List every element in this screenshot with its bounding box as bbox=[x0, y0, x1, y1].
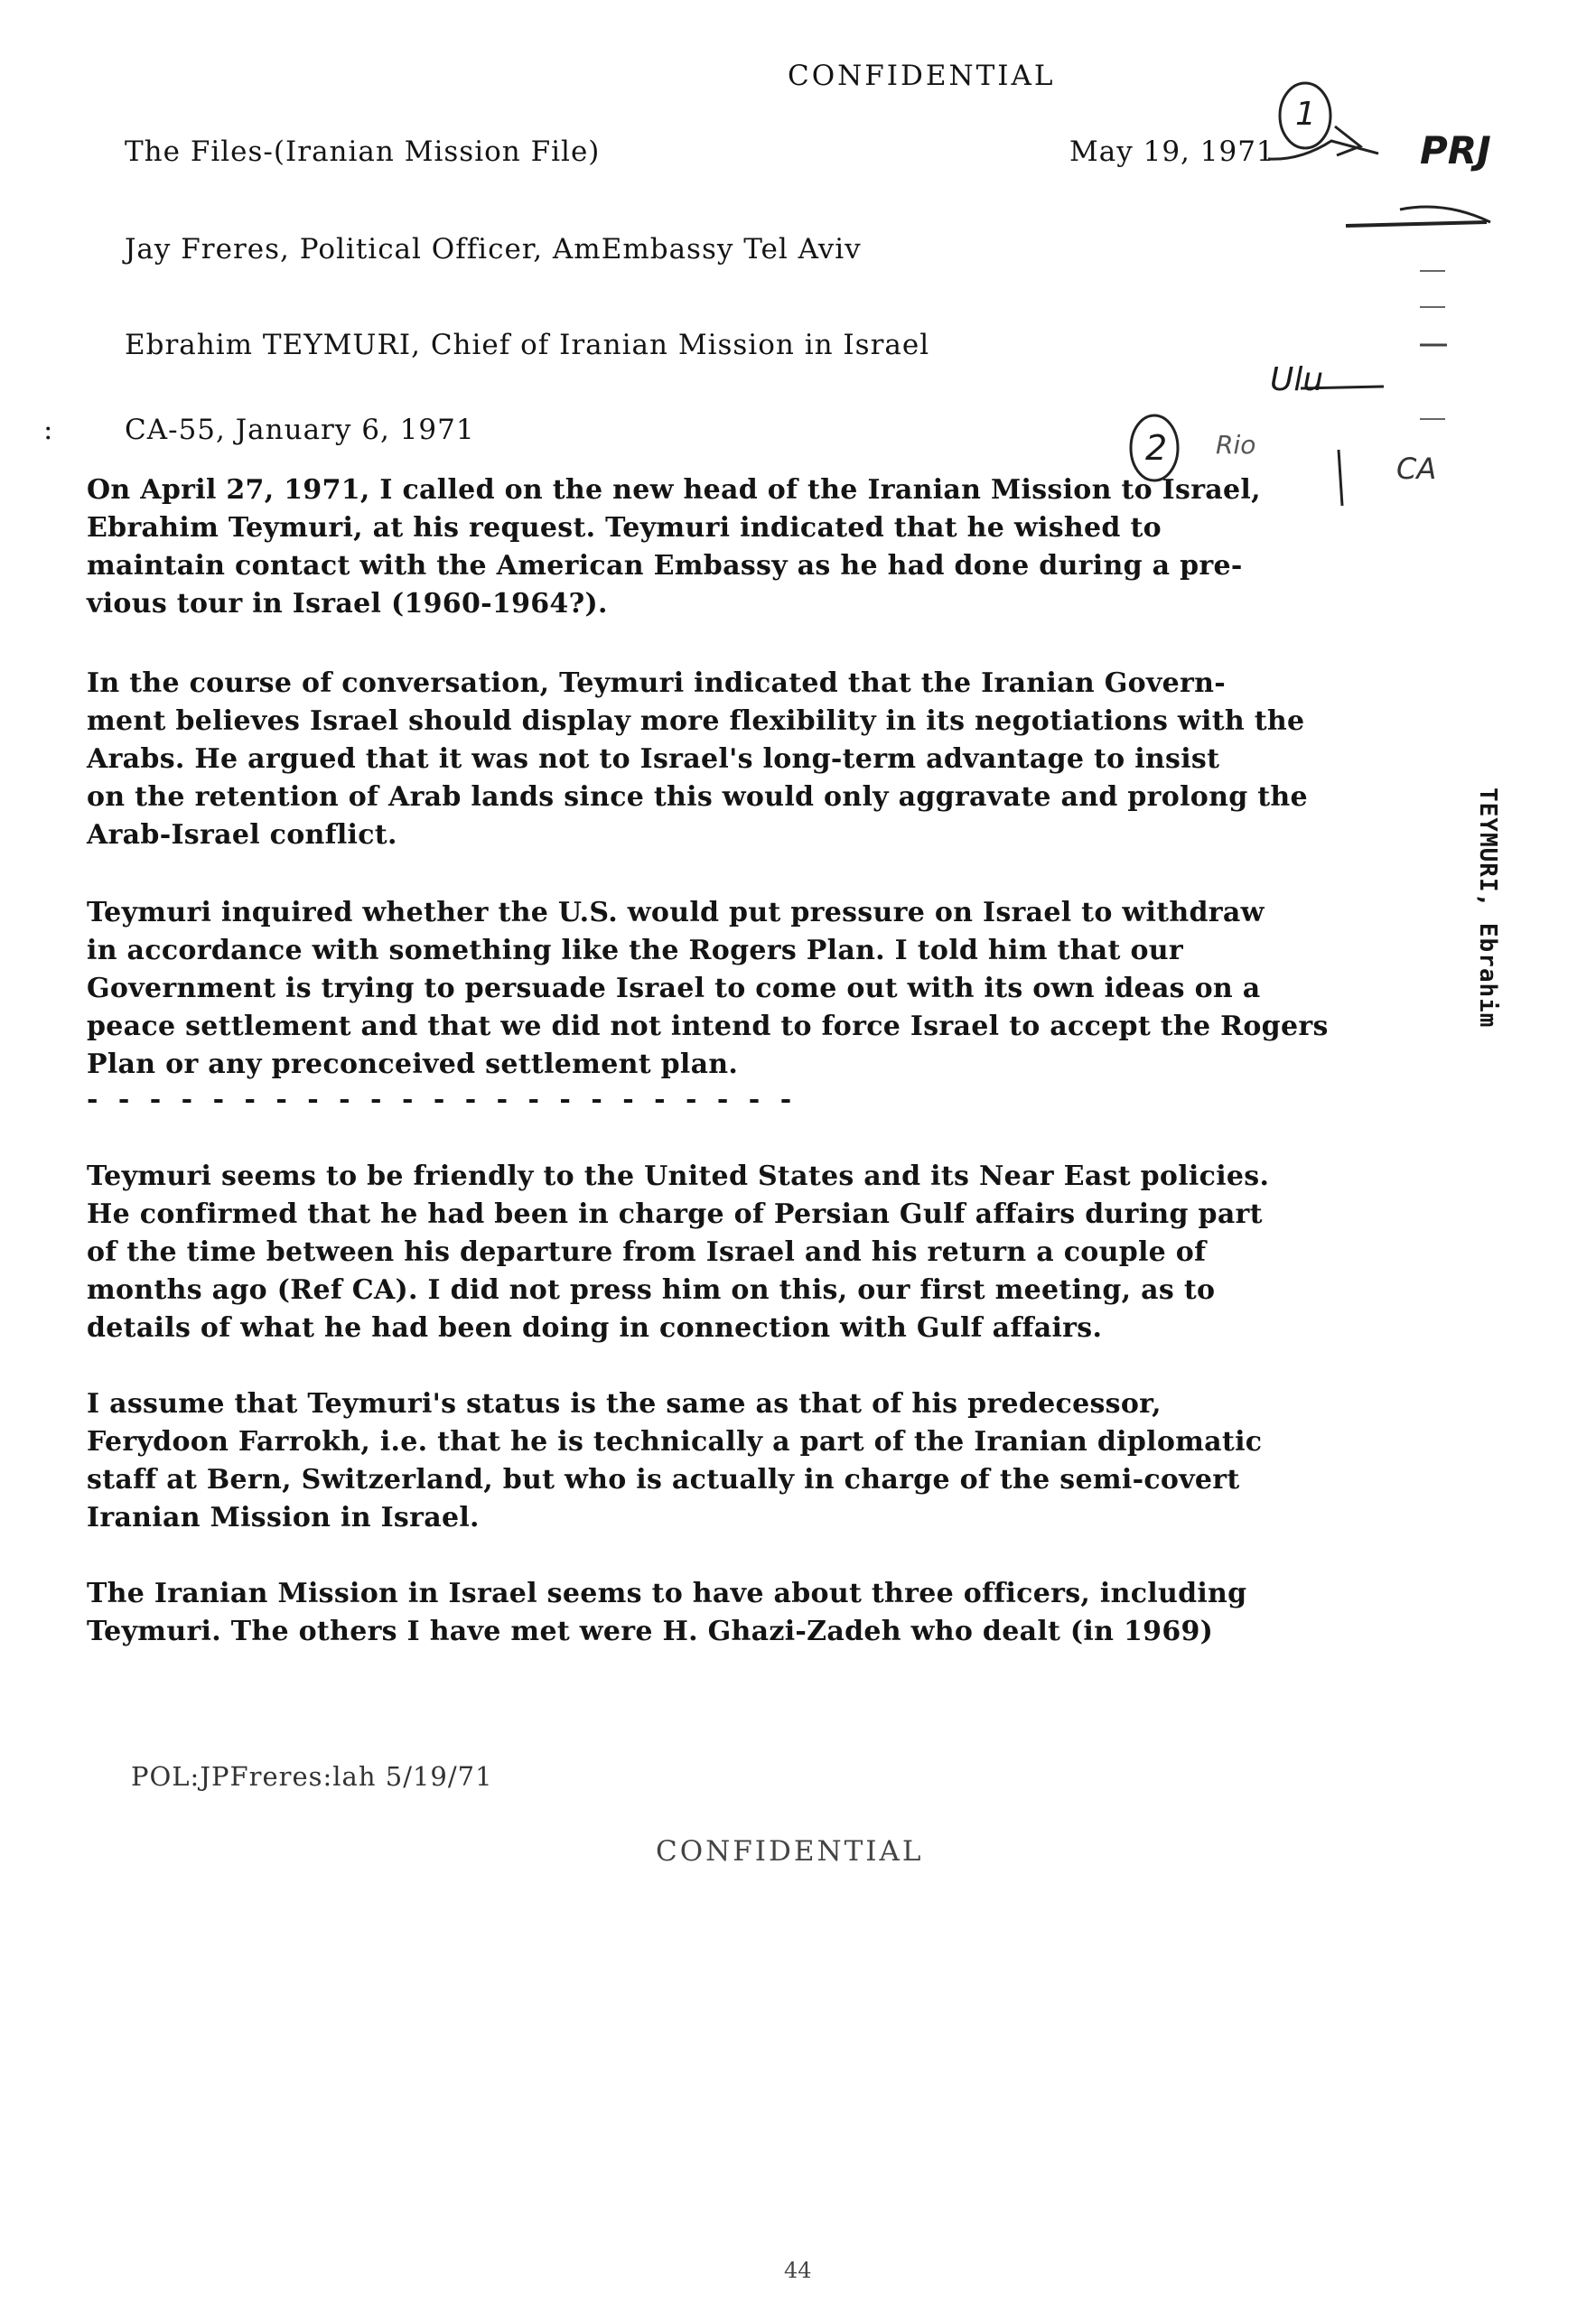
body-line: Teymuri seems to be friendly to the United States and its Near East policies. bbox=[87, 1161, 1270, 1192]
body-line: details of what he had been doing in connection with Gulf affairs. bbox=[87, 1312, 1103, 1344]
body-line: staff at Bern, Switzerland, but who is actually in charge of the semi-covert bbox=[87, 1464, 1240, 1496]
body-line: on the retention of Arab lands since this would only aggravate and prolong the bbox=[87, 781, 1308, 813]
body-line: I assume that Teymuri's status is the same as that of his predecessor, bbox=[87, 1388, 1162, 1420]
body-line: maintain contact with the American Embassy as he had done during a pre- bbox=[87, 550, 1243, 582]
memo-subject: Ebrahim TEYMURI, Chief of Iranian Mission in Israel bbox=[125, 329, 930, 361]
handwritten-initials: PRJ bbox=[1420, 128, 1491, 172]
handwritten-one: 1 bbox=[1295, 96, 1316, 133]
memo-reference: CA-55, January 6, 1971 bbox=[125, 414, 475, 446]
body-line: vious tour in Israel (1960-1964?). bbox=[87, 588, 608, 620]
body-line: He confirmed that he had been in charge of Persian Gulf affairs during part bbox=[87, 1198, 1263, 1230]
body-line: of the time between his departure from Israel and his return a couple of bbox=[87, 1236, 1207, 1268]
memo-date: May 19, 1971 bbox=[1069, 135, 1275, 168]
body-line: In the course of conversation, Teymuri indicated that the Iranian Govern- bbox=[87, 667, 1227, 699]
section-separator: - - - - - - - - - - - - - - - - - - - - - - - bbox=[87, 1084, 798, 1115]
classification-top: CONFIDENTIAL bbox=[788, 60, 1056, 92]
body-line: Teymuri. The others I have met were H. Ghazi-Zadeh who dealt (in 1969) bbox=[87, 1616, 1214, 1647]
memo-from: Jay Freres, Political Officer, AmEmbassy Tel Aviv bbox=[125, 233, 862, 266]
body-line: Arabs. He argued that it was not to Israel's long-term advantage to insist bbox=[87, 743, 1220, 775]
handwritten-ca: CA bbox=[1396, 452, 1437, 486]
bracket-stroke bbox=[1339, 450, 1342, 506]
ref-marker: : bbox=[43, 414, 54, 446]
body-line: Government is trying to persuade Israel to come out with its own ideas on a bbox=[87, 973, 1261, 1004]
body-line: On April 27, 1971, I called on the new head of the Iranian Mission to Israel, bbox=[87, 474, 1261, 506]
dash-stroke bbox=[1346, 222, 1487, 226]
body-line: Teymuri inquired whether the U.S. would put pressure on Israel to withdraw bbox=[87, 897, 1265, 928]
side-file-label: TEYMURI, Ebrahim bbox=[1474, 788, 1501, 1029]
body-line: months ago (Ref CA). I did not press him on this, our first meeting, as to bbox=[87, 1274, 1216, 1306]
handwritten-two: 2 bbox=[1145, 428, 1168, 468]
scribble-stroke bbox=[1400, 207, 1490, 222]
classification-bottom: CONFIDENTIAL bbox=[656, 1835, 924, 1868]
body-line: Plan or any preconceived settlement plan. bbox=[87, 1049, 739, 1080]
handwritten-note-two: Rio bbox=[1216, 430, 1256, 460]
body-line: Ebrahim Teymuri, at his request. Teymuri indicated that he wished to bbox=[87, 512, 1162, 544]
body-line: peace settlement and that we did not intend to force Israel to accept the Rogers bbox=[87, 1011, 1329, 1042]
body-line: Iranian Mission in Israel. bbox=[87, 1502, 480, 1534]
body-line: ment believes Israel should display more flexibility in its negotiations with the bbox=[87, 705, 1305, 737]
memo-to: The Files-(Iranian Mission File) bbox=[125, 135, 601, 168]
arrow-head bbox=[1335, 126, 1360, 155]
page-number: 44 bbox=[784, 2258, 812, 2283]
drafter-line: POL:JPFreres:lah 5/19/71 bbox=[131, 1761, 493, 1792]
body-line: in accordance with something like the Rogers Plan. I told him that our bbox=[87, 935, 1183, 966]
body-line: The Iranian Mission in Israel seems to have about three officers, including bbox=[87, 1578, 1247, 1609]
handwritten-note: Ulu bbox=[1270, 361, 1324, 398]
body-line: Ferydoon Farrokh, i.e. that he is technically a part of the Iranian diplomatic bbox=[87, 1426, 1263, 1458]
arrow-stroke bbox=[1268, 141, 1378, 159]
body-line: Arab-Israel conflict. bbox=[87, 819, 397, 851]
